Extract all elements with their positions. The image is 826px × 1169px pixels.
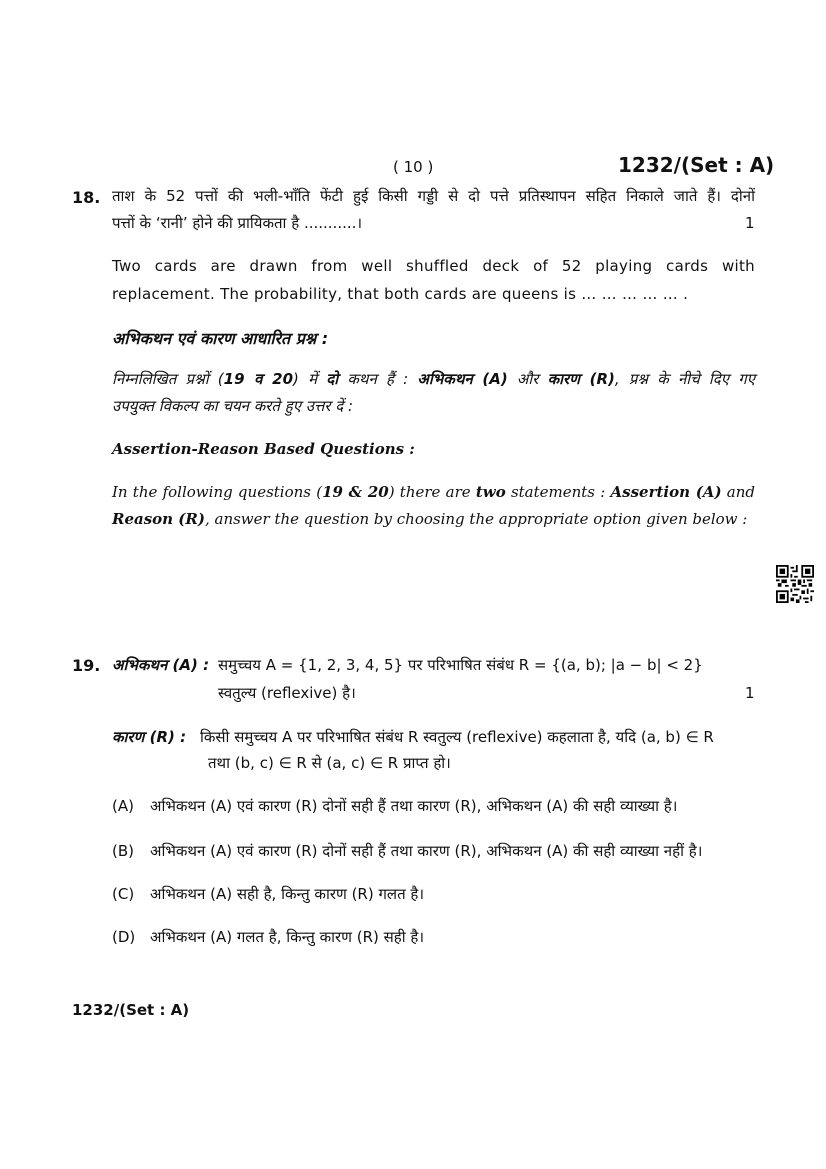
assertion-section-hindi-instruction-line2: उपयुक्त विकल्प का चयन करते हुए उत्तर दें :: [112, 397, 354, 415]
question-19-option-b-text: अभिकथन (A) एवं कारण (R) दोनों सही हैं तथा कारण (R), अभिकथन (A) की सही व्याख्या नहीं है।: [150, 842, 703, 860]
question-18-hindi-line1: ताश के 52 पत्तों की भली-भाँति फेंटी हुई किसी गड्डी से दो पत्ते प्रतिस्थापन सहित निकाले जाते हैं। दोनों: [112, 187, 755, 205]
question-19-reason-label: कारण (R) :: [112, 728, 187, 746]
footer-set-code: 1232/(Set : A): [72, 1001, 190, 1019]
assertion-section-hindi-heading: अभिकथन एवं कारण आधारित प्रश्न :: [112, 329, 329, 348]
assertion-section-hindi-instruction-line1: निम्नलिखित प्रश्नों (19 व 20) में दो कथन हैं : अभिकथन (A) और कारण (R), प्रश्न के नीचे दिए गए: [112, 370, 755, 388]
question-18-number: 18.: [72, 188, 101, 207]
question-19-option-b-letter: (B): [112, 842, 134, 860]
question-19-reason-line2: तथा (b, c) ∈ R से (a, c) ∈ R प्राप्त हो।: [208, 754, 451, 772]
assertion-section-english-instruction-line1: In the following questions (19 & 20) there are two statements : Assertion (A) and: [112, 483, 755, 501]
page-number: ( 10 ): [393, 158, 434, 176]
assertion-section-english-instruction-line2: Reason (R), answer the question by choosing the appropriate option given below :: [112, 510, 748, 528]
question-19-option-a-letter: (A): [112, 797, 134, 815]
question-19-option-a-text: अभिकथन (A) एवं कारण (R) दोनों सही हैं तथा कारण (R), अभिकथन (A) की सही व्याख्या है।: [150, 797, 678, 815]
assertion-section-english-heading: Assertion-Reason Based Questions :: [112, 440, 415, 458]
question-18-english-line2: replacement. The probability, that both cards are queens is … … … … … .: [112, 285, 689, 303]
question-18-marks: 1: [745, 214, 755, 232]
question-19-reason-line1: किसी समुच्चय A पर परिभाषित संबंध R स्वतुल्य (reflexive) कहलाता है, यदि (a, b) ∈ R: [200, 728, 714, 746]
question-19-option-d-text: अभिकथन (A) गलत है, किन्तु कारण (R) सही है।: [150, 928, 425, 946]
qr-code-icon: [776, 565, 814, 603]
question-19-option-c-text: अभिकथन (A) सही है, किन्तु कारण (R) गलत है।: [150, 885, 425, 903]
question-19-option-d-letter: (D): [112, 928, 136, 946]
question-19-number: 19.: [72, 656, 101, 675]
question-19-assertion-line2: स्वतुल्य (reflexive) है।: [218, 684, 356, 702]
question-19-assertion-label: अभिकथन (A) :: [112, 656, 210, 674]
header-set-code: 1232/(Set : A): [618, 153, 775, 177]
question-19-assertion-line1: समुच्चय A = {1, 2, 3, 4, 5} पर परिभाषित संबंध R = {(a, b); |a − b| < 2}: [218, 656, 703, 674]
question-19-option-c-letter: (C): [112, 885, 135, 903]
question-18-hindi-line2: पत्तों के ‘रानी’ होने की प्रायिकता है ...........।: [112, 214, 363, 232]
question-18-english-line1: Two cards are drawn from well shuffled deck of 52 playing cards with: [112, 257, 755, 275]
question-19-marks: 1: [745, 684, 755, 702]
